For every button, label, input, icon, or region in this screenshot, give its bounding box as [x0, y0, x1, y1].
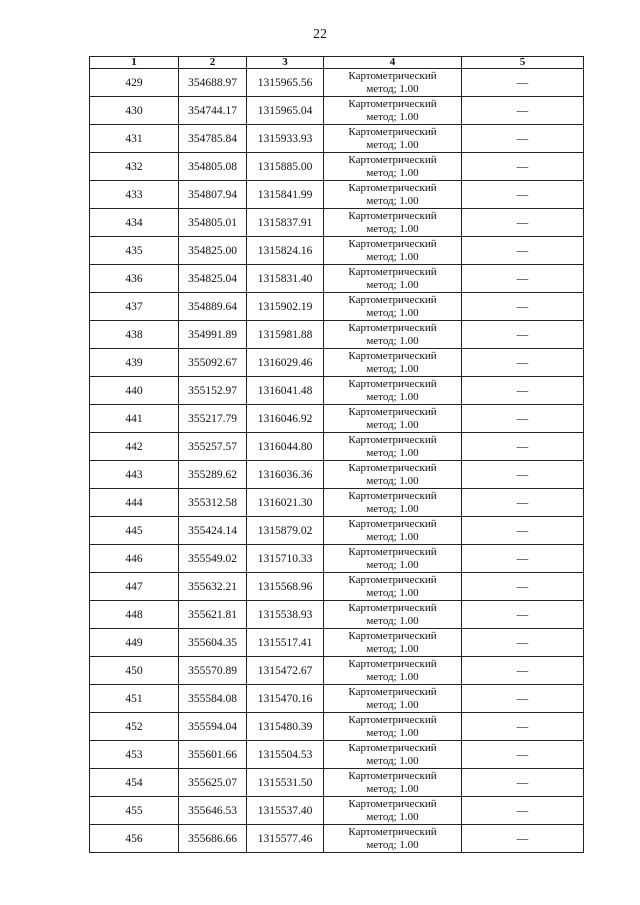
point-number-cell: 442 [90, 433, 179, 461]
point-number-cell: 448 [90, 601, 179, 629]
y-coordinate-cell: 1315824.16 [247, 237, 324, 265]
method-text [324, 210, 461, 235]
method-line-2: метод; 1.00 [366, 726, 419, 739]
method-cell [324, 797, 462, 825]
method-text [324, 266, 461, 291]
note-cell: — [462, 741, 584, 769]
method-cell [324, 713, 462, 741]
method-line-1: Картометрический [348, 238, 437, 250]
point-number-cell: 452 [90, 713, 179, 741]
note-cell: — [462, 97, 584, 125]
method-line-2: метод; 1.00 [366, 418, 419, 431]
table-row [90, 69, 584, 97]
note-cell: — [462, 405, 584, 433]
x-coordinate-cell: 354825.00 [179, 237, 247, 265]
point-number-cell: 429 [90, 69, 179, 97]
x-coordinate-cell: 355312.58 [179, 489, 247, 517]
point-number-cell: 444 [90, 489, 179, 517]
method-cell [324, 125, 462, 153]
method-line-2: метод; 1.00 [366, 670, 419, 683]
method-line-2: метод; 1.00 [366, 586, 419, 599]
point-number-cell: 438 [90, 321, 179, 349]
note-cell: — [462, 517, 584, 545]
x-coordinate-cell: 355601.66 [179, 741, 247, 769]
point-number-cell: 431 [90, 125, 179, 153]
point-number-cell: 434 [90, 209, 179, 237]
method-text [324, 70, 461, 95]
note-cell: — [462, 825, 584, 853]
method-cell [324, 461, 462, 489]
table-row [90, 349, 584, 377]
table-row [90, 125, 584, 153]
header-col-3: 3 [247, 57, 324, 69]
note-cell: — [462, 573, 584, 601]
x-coordinate-cell: 354825.04 [179, 265, 247, 293]
coordinates-table [89, 56, 584, 853]
table-header [90, 57, 584, 69]
method-cell [324, 573, 462, 601]
y-coordinate-cell: 1315531.50 [247, 769, 324, 797]
y-coordinate-cell: 1315537.40 [247, 797, 324, 825]
method-line-1: Картометрический [348, 798, 437, 810]
table-row [90, 573, 584, 601]
note-cell: — [462, 769, 584, 797]
method-line-1: Картометрический [348, 70, 437, 82]
method-line-2: метод; 1.00 [366, 278, 419, 291]
header-col-1: 1 [90, 57, 179, 69]
method-text [324, 322, 461, 347]
method-line-2: метод; 1.00 [366, 306, 419, 319]
x-coordinate-cell: 355632.21 [179, 573, 247, 601]
table-row [90, 377, 584, 405]
method-line-2: метод; 1.00 [366, 334, 419, 347]
note-cell: — [462, 125, 584, 153]
method-line-2: метод; 1.00 [366, 642, 419, 655]
method-text [324, 574, 461, 599]
method-text [324, 686, 461, 711]
note-cell: — [462, 797, 584, 825]
method-line-1: Картометрический [348, 518, 437, 530]
table-row [90, 97, 584, 125]
method-cell [324, 545, 462, 573]
point-number-cell: 450 [90, 657, 179, 685]
header-col-2: 2 [179, 57, 247, 69]
method-cell [324, 321, 462, 349]
y-coordinate-cell: 1316036.36 [247, 461, 324, 489]
x-coordinate-cell: 354805.01 [179, 209, 247, 237]
y-coordinate-cell: 1315879.02 [247, 517, 324, 545]
note-cell: — [462, 377, 584, 405]
method-text [324, 518, 461, 543]
method-cell [324, 517, 462, 545]
method-line-2: метод; 1.00 [366, 838, 419, 851]
method-line-1: Картометрический [348, 714, 437, 726]
note-cell: — [462, 181, 584, 209]
note-cell: — [462, 629, 584, 657]
x-coordinate-cell: 355584.08 [179, 685, 247, 713]
y-coordinate-cell: 1315517.41 [247, 629, 324, 657]
point-number-cell: 433 [90, 181, 179, 209]
table-row [90, 797, 584, 825]
method-text [324, 742, 461, 767]
method-line-1: Картометрический [348, 154, 437, 166]
method-line-1: Картометрический [348, 378, 437, 390]
table-row [90, 545, 584, 573]
point-number-cell: 449 [90, 629, 179, 657]
method-line-2: метод; 1.00 [366, 390, 419, 403]
table-row [90, 433, 584, 461]
x-coordinate-cell: 355625.07 [179, 769, 247, 797]
x-coordinate-cell: 354889.64 [179, 293, 247, 321]
y-coordinate-cell: 1316021.30 [247, 489, 324, 517]
point-number-cell: 436 [90, 265, 179, 293]
x-coordinate-cell: 355549.02 [179, 545, 247, 573]
method-cell [324, 349, 462, 377]
method-line-1: Картометрический [348, 294, 437, 306]
method-text [324, 182, 461, 207]
method-line-1: Картометрический [348, 658, 437, 670]
table-row [90, 825, 584, 853]
method-cell [324, 601, 462, 629]
header-col-4: 4 [324, 57, 462, 69]
table-row [90, 713, 584, 741]
point-number-cell: 432 [90, 153, 179, 181]
header-row [90, 57, 584, 69]
method-line-1: Картометрический [348, 686, 437, 698]
y-coordinate-cell: 1315538.93 [247, 601, 324, 629]
y-coordinate-cell: 1315480.39 [247, 713, 324, 741]
x-coordinate-cell: 355257.57 [179, 433, 247, 461]
y-coordinate-cell: 1315470.16 [247, 685, 324, 713]
note-cell: — [462, 153, 584, 181]
method-line-2: метод; 1.00 [366, 530, 419, 543]
method-cell [324, 769, 462, 797]
note-cell: — [462, 293, 584, 321]
y-coordinate-cell: 1315965.04 [247, 97, 324, 125]
method-text [324, 546, 461, 571]
method-text [324, 826, 461, 851]
method-cell [324, 629, 462, 657]
method-line-1: Картометрический [348, 126, 437, 138]
method-line-1: Картометрический [348, 434, 437, 446]
method-line-2: метод; 1.00 [366, 110, 419, 123]
note-cell: — [462, 265, 584, 293]
point-number-cell: 453 [90, 741, 179, 769]
method-line-1: Картометрический [348, 770, 437, 782]
point-number-cell: 435 [90, 237, 179, 265]
method-line-2: метод; 1.00 [366, 222, 419, 235]
table-body [90, 69, 584, 853]
y-coordinate-cell: 1316029.46 [247, 349, 324, 377]
note-cell: — [462, 69, 584, 97]
method-text [324, 658, 461, 683]
method-line-1: Картометрический [348, 602, 437, 614]
y-coordinate-cell: 1315902.19 [247, 293, 324, 321]
method-text [324, 294, 461, 319]
method-line-2: метод; 1.00 [366, 82, 419, 95]
table-row [90, 209, 584, 237]
method-line-2: метод; 1.00 [366, 698, 419, 711]
method-cell [324, 377, 462, 405]
method-text [324, 434, 461, 459]
method-cell [324, 69, 462, 97]
table-row [90, 769, 584, 797]
note-cell: — [462, 237, 584, 265]
note-cell: — [462, 685, 584, 713]
point-number-cell: 456 [90, 825, 179, 853]
y-coordinate-cell: 1315837.91 [247, 209, 324, 237]
table-row [90, 629, 584, 657]
note-cell: — [462, 349, 584, 377]
x-coordinate-cell: 355621.81 [179, 601, 247, 629]
method-line-1: Картометрический [348, 742, 437, 754]
point-number-cell: 430 [90, 97, 179, 125]
x-coordinate-cell: 355217.79 [179, 405, 247, 433]
x-coordinate-cell: 355594.04 [179, 713, 247, 741]
y-coordinate-cell: 1315472.67 [247, 657, 324, 685]
method-line-1: Картометрический [348, 406, 437, 418]
x-coordinate-cell: 354744.17 [179, 97, 247, 125]
point-number-cell: 445 [90, 517, 179, 545]
y-coordinate-cell: 1315933.93 [247, 125, 324, 153]
note-cell: — [462, 461, 584, 489]
x-coordinate-cell: 354785.84 [179, 125, 247, 153]
method-text [324, 98, 461, 123]
x-coordinate-cell: 355686.66 [179, 825, 247, 853]
x-coordinate-cell: 355424.14 [179, 517, 247, 545]
table-row [90, 153, 584, 181]
point-number-cell: 441 [90, 405, 179, 433]
y-coordinate-cell: 1315577.46 [247, 825, 324, 853]
method-cell [324, 405, 462, 433]
x-coordinate-cell: 354805.08 [179, 153, 247, 181]
method-line-2: метод; 1.00 [366, 250, 419, 263]
method-line-2: метод; 1.00 [366, 474, 419, 487]
method-cell [324, 657, 462, 685]
x-coordinate-cell: 354688.97 [179, 69, 247, 97]
point-number-cell: 439 [90, 349, 179, 377]
method-text [324, 126, 461, 151]
method-cell [324, 825, 462, 853]
method-text [324, 462, 461, 487]
note-cell: — [462, 713, 584, 741]
y-coordinate-cell: 1316041.48 [247, 377, 324, 405]
point-number-cell: 454 [90, 769, 179, 797]
x-coordinate-cell: 355289.62 [179, 461, 247, 489]
point-number-cell: 446 [90, 545, 179, 573]
method-text [324, 490, 461, 515]
y-coordinate-cell: 1315831.40 [247, 265, 324, 293]
method-cell [324, 489, 462, 517]
method-line-1: Картометрический [348, 462, 437, 474]
method-line-2: метод; 1.00 [366, 502, 419, 515]
note-cell: — [462, 433, 584, 461]
x-coordinate-cell: 354991.89 [179, 321, 247, 349]
method-line-2: метод; 1.00 [366, 782, 419, 795]
point-number-cell: 451 [90, 685, 179, 713]
table-row [90, 657, 584, 685]
table-row [90, 685, 584, 713]
method-text [324, 350, 461, 375]
method-text [324, 770, 461, 795]
table-row [90, 741, 584, 769]
method-cell [324, 97, 462, 125]
method-line-1: Картометрический [348, 266, 437, 278]
method-cell [324, 293, 462, 321]
method-line-2: метод; 1.00 [366, 446, 419, 459]
y-coordinate-cell: 1315710.33 [247, 545, 324, 573]
point-number-cell: 443 [90, 461, 179, 489]
x-coordinate-cell: 355604.35 [179, 629, 247, 657]
method-text [324, 602, 461, 627]
y-coordinate-cell: 1315504.53 [247, 741, 324, 769]
note-cell: — [462, 321, 584, 349]
method-cell [324, 153, 462, 181]
method-line-2: метод; 1.00 [366, 614, 419, 627]
method-line-2: метод; 1.00 [366, 558, 419, 571]
x-coordinate-cell: 354807.94 [179, 181, 247, 209]
point-number-cell: 455 [90, 797, 179, 825]
table-row [90, 265, 584, 293]
method-line-2: метод; 1.00 [366, 194, 419, 207]
method-cell [324, 237, 462, 265]
note-cell: — [462, 545, 584, 573]
page-number: 22 [313, 27, 327, 42]
y-coordinate-cell: 1315885.00 [247, 153, 324, 181]
x-coordinate-cell: 355570.89 [179, 657, 247, 685]
method-line-2: метод; 1.00 [366, 810, 419, 823]
method-line-2: метод; 1.00 [366, 362, 419, 375]
method-line-2: метод; 1.00 [366, 166, 419, 179]
method-line-1: Картометрический [348, 826, 437, 838]
method-line-1: Картометрический [348, 210, 437, 222]
method-cell [324, 433, 462, 461]
method-text [324, 798, 461, 823]
method-line-2: метод; 1.00 [366, 754, 419, 767]
table-row [90, 321, 584, 349]
method-text [324, 154, 461, 179]
table-row [90, 601, 584, 629]
table-row [90, 237, 584, 265]
method-cell [324, 265, 462, 293]
x-coordinate-cell: 355646.53 [179, 797, 247, 825]
table-row [90, 181, 584, 209]
method-text [324, 714, 461, 739]
method-line-2: метод; 1.00 [366, 138, 419, 151]
y-coordinate-cell: 1315841.99 [247, 181, 324, 209]
method-cell [324, 685, 462, 713]
x-coordinate-cell: 355152.97 [179, 377, 247, 405]
method-line-1: Картометрический [348, 546, 437, 558]
method-line-1: Картометрический [348, 490, 437, 502]
y-coordinate-cell: 1316046.92 [247, 405, 324, 433]
note-cell: — [462, 209, 584, 237]
method-cell [324, 741, 462, 769]
table-row [90, 293, 584, 321]
point-number-cell: 447 [90, 573, 179, 601]
y-coordinate-cell: 1315965.56 [247, 69, 324, 97]
method-line-1: Картометрический [348, 630, 437, 642]
y-coordinate-cell: 1315568.96 [247, 573, 324, 601]
point-number-cell: 440 [90, 377, 179, 405]
method-text [324, 238, 461, 263]
y-coordinate-cell: 1315981.88 [247, 321, 324, 349]
method-cell [324, 209, 462, 237]
method-text [324, 406, 461, 431]
y-coordinate-cell: 1316044.80 [247, 433, 324, 461]
table-row [90, 517, 584, 545]
table-row [90, 489, 584, 517]
note-cell: — [462, 489, 584, 517]
point-number-cell: 437 [90, 293, 179, 321]
header-col-5: 5 [462, 57, 584, 69]
method-text [324, 630, 461, 655]
x-coordinate-cell: 355092.67 [179, 349, 247, 377]
table-row [90, 405, 584, 433]
note-cell: — [462, 601, 584, 629]
method-line-1: Картометрический [348, 350, 437, 362]
table-row [90, 461, 584, 489]
method-line-1: Картометрический [348, 182, 437, 194]
method-line-1: Картометрический [348, 98, 437, 110]
method-cell [324, 181, 462, 209]
method-line-1: Картометрический [348, 574, 437, 586]
method-text [324, 378, 461, 403]
note-cell: — [462, 657, 584, 685]
method-line-1: Картометрический [348, 322, 437, 334]
